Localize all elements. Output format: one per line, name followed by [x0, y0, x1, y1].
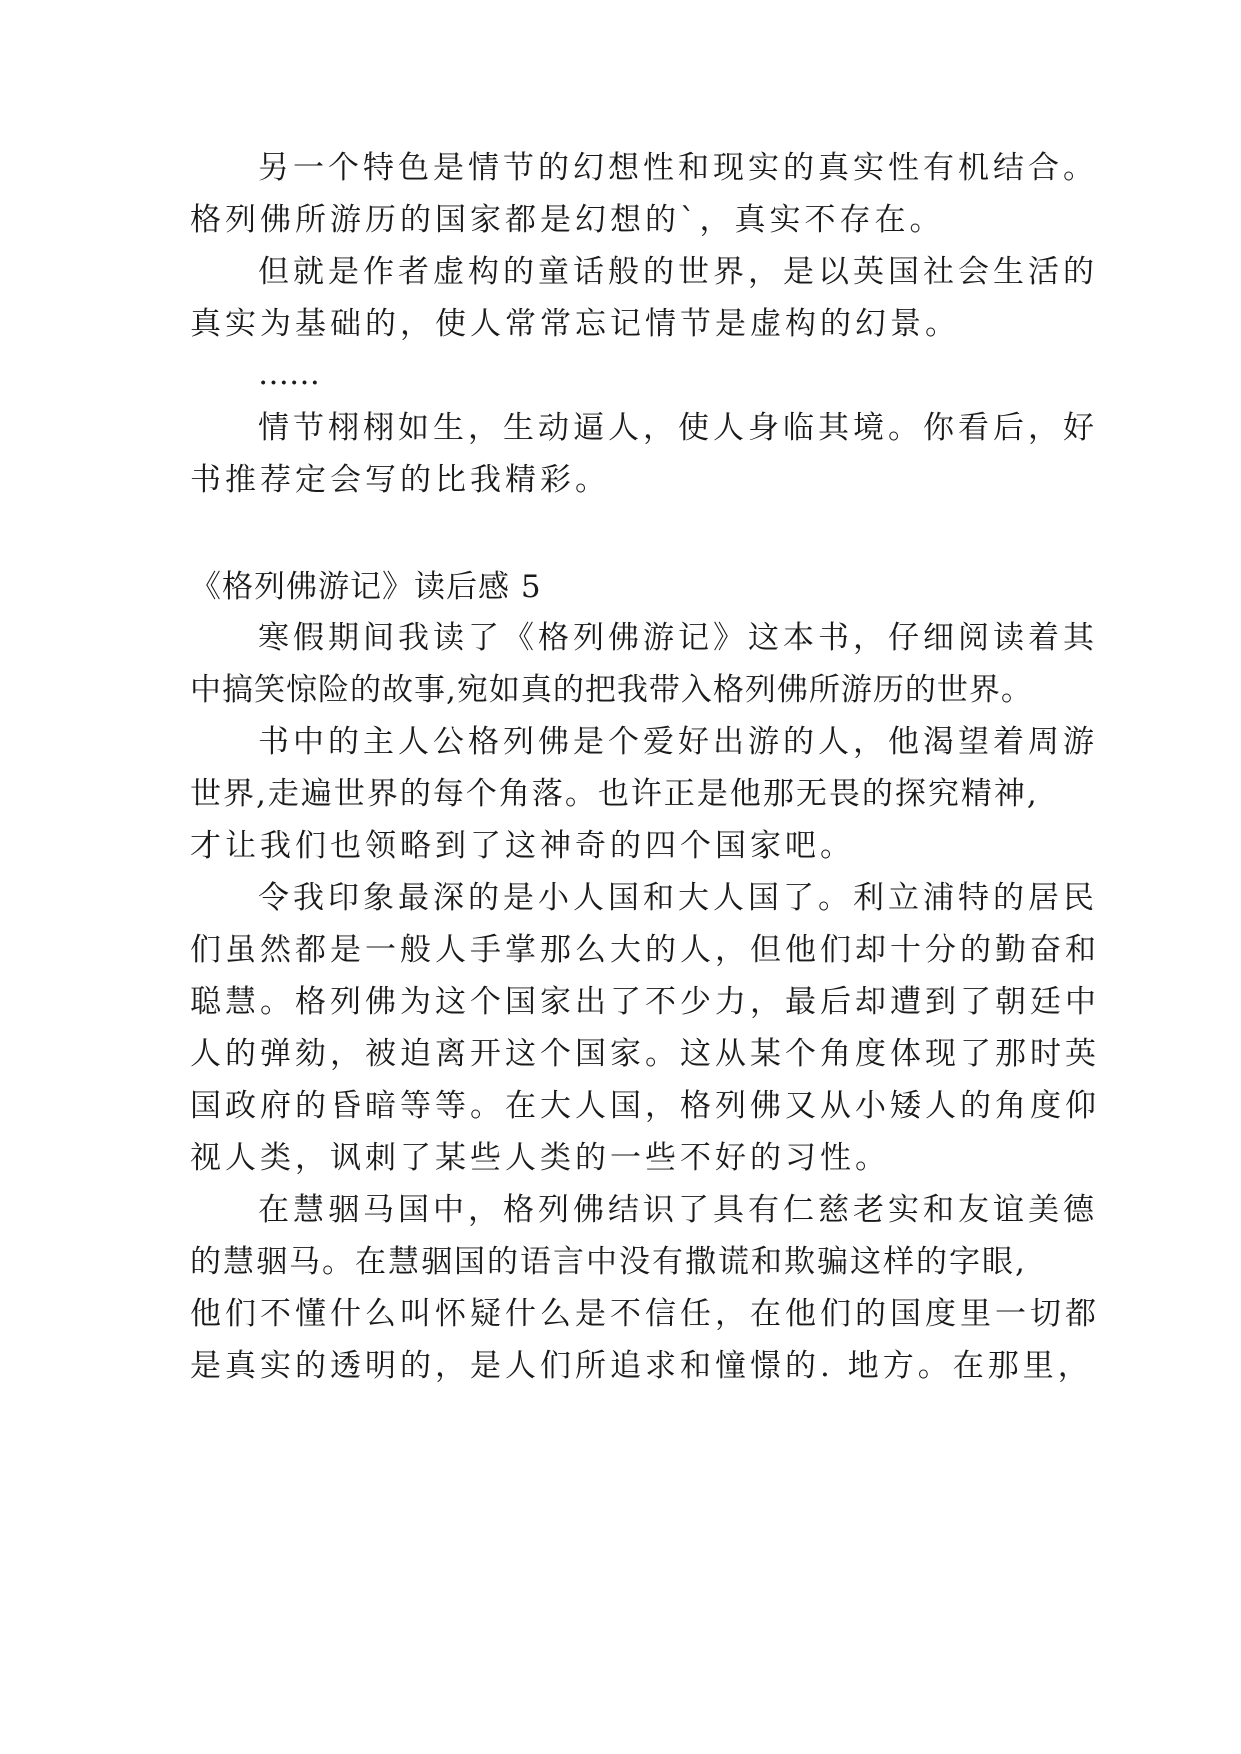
- paragraph-line: 寒假期间我读了《格列佛游记》这本书，仔细阅读着其: [258, 620, 1098, 656]
- section-heading: 《格列佛游记》读后感 5: [190, 569, 542, 605]
- ellipsis: ……: [258, 356, 320, 392]
- paragraph-line: 书中的主人公格列佛是个爱好出游的人，他渴望着周游: [258, 724, 1098, 760]
- paragraph-line: 是真实的透明的，是人们所追求和憧憬的. 地方。在那里，: [190, 1348, 1093, 1384]
- paragraph-line: 的慧骃马。在慧骃国的语言中没有撒谎和欺骗这样的字眼,: [190, 1244, 1027, 1280]
- paragraph-line: 真实为基础的，使人常常忘记情节是虚构的幻景。: [190, 306, 960, 342]
- paragraph-line: 格列佛所游历的国家都是幻想的`，真实不存在。: [190, 202, 945, 238]
- paragraph-line: 情节栩栩如生，生动逼人，使人身临其境。你看后，好: [258, 410, 1098, 446]
- paragraph-line: 他们不懂什么叫怀疑什么是不信任，在他们的国度里一切都: [190, 1296, 1100, 1332]
- paragraph-line: 中搞笑惊险的故事,宛如真的把我带入格列佛所游历的世界。: [190, 672, 1033, 708]
- paragraph-line: 但就是作者虚构的童话般的世界，是以英国社会生活的: [258, 254, 1098, 290]
- paragraph-line: 另一个特色是情节的幻想性和现实的真实性有机结合。: [258, 150, 1098, 186]
- paragraph-line: 国政府的昏暗等等。在大人国，格列佛又从小矮人的角度仰: [190, 1088, 1100, 1124]
- paragraph-line: 们虽然都是一般人手掌那么大的人，但他们却十分的勤奋和: [190, 932, 1100, 968]
- paragraph-line: 视人类，讽刺了某些人类的一些不好的习性。: [190, 1140, 890, 1176]
- paragraph-line: 聪慧。格列佛为这个国家出了不少力，最后却遭到了朝廷中: [190, 984, 1100, 1020]
- paragraph-line: 人的弹劾，被迫离开这个国家。这从某个角度体现了那时英: [190, 1036, 1100, 1072]
- paragraph-line: 令我印象最深的是小人国和大人国了。利立浦特的居民: [258, 880, 1098, 916]
- paragraph-line: 在慧骃马国中，格列佛结识了具有仁慈老实和友谊美德: [258, 1192, 1098, 1228]
- paragraph-line: 才让我们也领略到了这神奇的四个国家吧。: [190, 828, 855, 864]
- paragraph-line: 书推荐定会写的比我精彩。: [190, 462, 610, 498]
- paragraph-line: 世界,走遍世界的每个角落。也许正是他那无畏的探究精神,: [190, 776, 1039, 812]
